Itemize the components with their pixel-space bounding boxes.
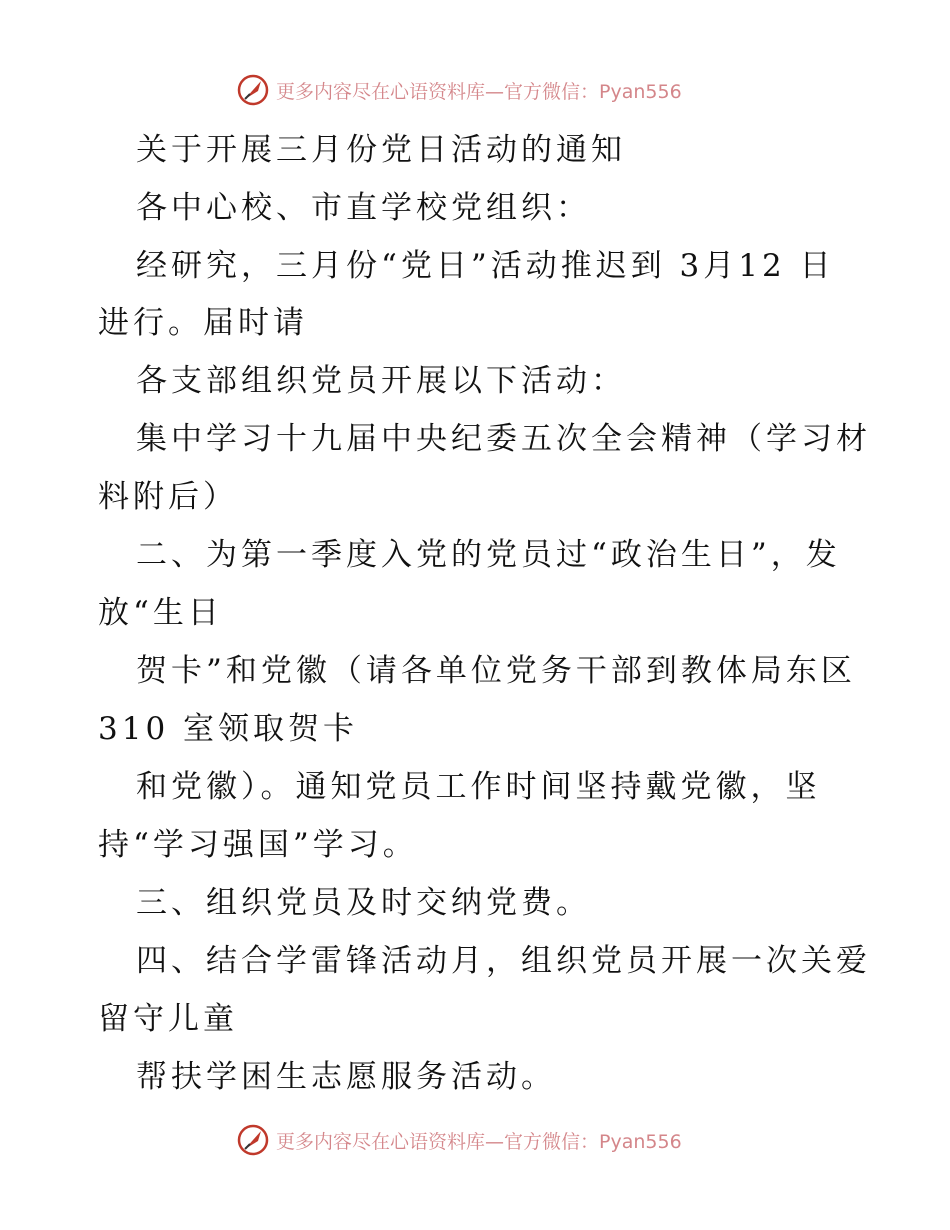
body-line: 放“生日 <box>98 595 223 631</box>
body-line: 二、为第一季度入党的党员过“政治生日”，发 <box>136 537 841 573</box>
body-line: 集中学习十九届中央纪委五次全会精神（学习材 <box>136 421 871 457</box>
body-line: 留守儿童 <box>98 1001 238 1037</box>
body-line: 持“学习强国”学习。 <box>98 827 418 863</box>
document-title: 关于开展三月份党日活动的通知 <box>136 132 626 168</box>
body-line: 料附后） <box>98 479 238 515</box>
body-line: 310 室领取贺卡 <box>98 711 359 747</box>
body-line: 进行。届时请 <box>98 305 308 341</box>
body-line: 三、组织党员及时交纳党费。 <box>136 885 591 921</box>
body-line: 四、结合学雷锋活动月，组织党员开展一次关爱 <box>136 943 871 979</box>
watermark-text: 更多内容尽在心语资料库—官方微信：Pyan556 <box>276 80 682 103</box>
body-line: 经研究，三月份“党日”活动推迟到 3月12 日 <box>136 248 835 284</box>
body-line: 贺卡”和党徽（请各单位党务干部到教体局东区 <box>136 653 856 689</box>
watermark-text: 更多内容尽在心语资料库—官方微信：Pyan556 <box>276 1130 682 1153</box>
body-line: 帮扶学困生志愿服务活动。 <box>136 1059 556 1095</box>
body-line: 和党徽）。通知党员工作时间坚持戴党徽，坚 <box>136 769 821 805</box>
quill-logo-icon <box>236 1123 270 1157</box>
body-line: 各支部组织党员开展以下活动： <box>136 363 626 399</box>
salutation: 各中心校、市直学校党组织： <box>136 190 591 226</box>
watermark-banner-bottom <box>236 1122 682 1158</box>
